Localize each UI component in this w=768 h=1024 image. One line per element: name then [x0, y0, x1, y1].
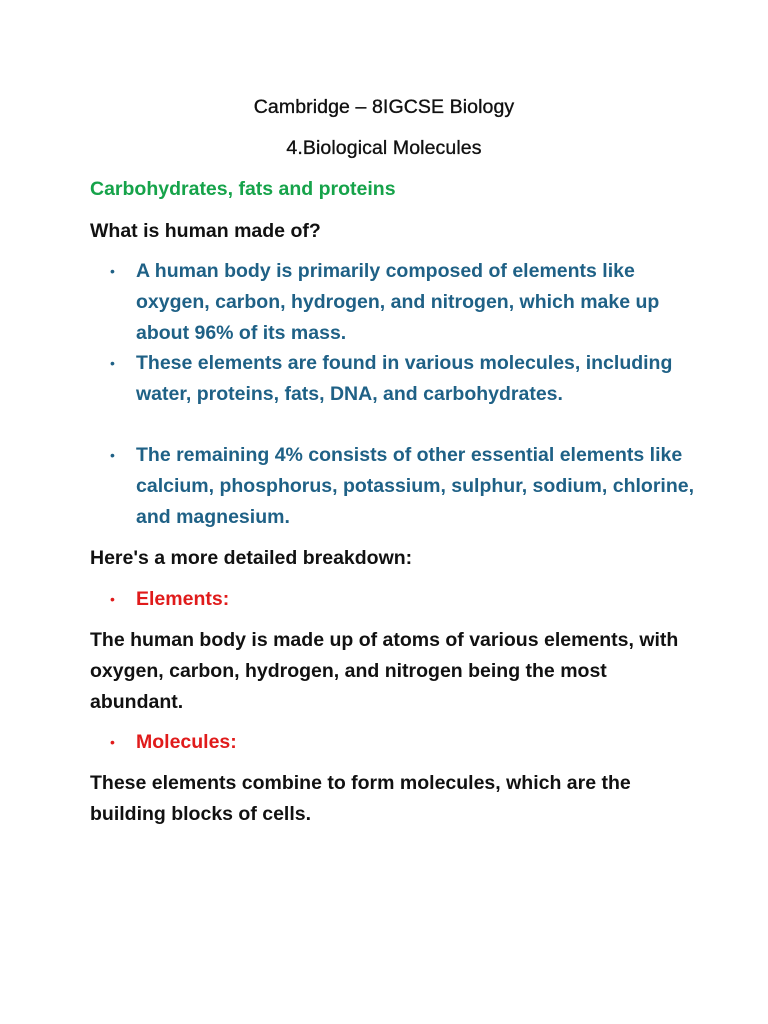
bullet-icon: • [110, 263, 115, 279]
bullet-icon: • [110, 734, 115, 750]
breakdown-intro: Here's a more detailed breakdown: [90, 547, 413, 569]
bullet-text: The remaining 4% consists of other essential elements like calcium, phosphorus, potassium, sulphur, sodium, chlorine, and magnesium. [136, 444, 694, 528]
bullet-icon: • [110, 591, 115, 607]
bullet-icon: • [110, 355, 115, 371]
chapter-title: 4.Biological Molecules [286, 137, 482, 159]
bullet-text: These elements are found in various molecules, including water, proteins, fats, DNA, and carbohydrates. [136, 352, 673, 405]
question-heading: What is human made of? [90, 220, 321, 242]
elements-paragraph: The human body is made up of atoms of various elements, with oxygen, carbon, hydrogen, and nitrogen being the most abundant. [90, 629, 679, 713]
molecules-paragraph: These elements combine to form molecules, which are the building blocks of cells. [90, 772, 631, 825]
section-heading: Carbohydrates, fats and proteins [90, 178, 396, 200]
molecules-label: Molecules: [136, 731, 237, 753]
bullet-text: A human body is primarily composed of elements like oxygen, carbon, hydrogen, and nitrogen, which make up about 96% of its mass. [136, 260, 660, 344]
bullet-icon: • [110, 447, 115, 463]
document-title: Cambridge – 8IGCSE Biology [253, 96, 515, 118]
elements-label: Elements: [136, 588, 230, 610]
